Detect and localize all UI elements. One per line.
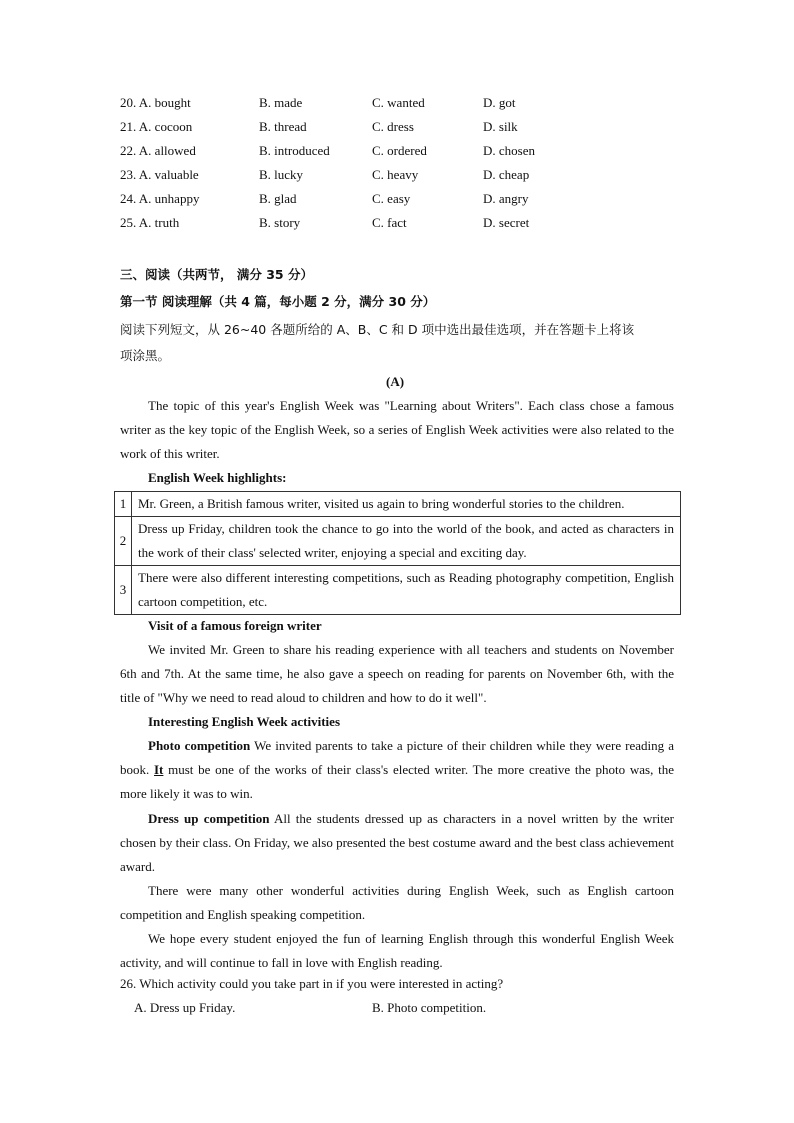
visit-heading: Visit of a famous foreign writer [148, 618, 322, 633]
row-text: There were also different interesting competitions, such as Reading photography competition, English cartoon competition, etc. [132, 566, 681, 615]
underlined-it: It [154, 762, 164, 777]
instructions-line-2: 项涂黑。 [120, 348, 171, 363]
row-text: Dress up Friday, children took the chance to go into the world of the book, and acted as characters in the work of their class' selected writer, enjoying a special and exciting day. [132, 517, 681, 566]
subsection-title: 第一节 阅读理解（共 4 篇，每小题 2 分，满分 30 分） [120, 294, 436, 309]
table-row [115, 517, 681, 566]
choice-row [120, 215, 680, 239]
other-activities-paragraph: There were many other wonderful activities during English Week, such as English cartoon competition and English speaking competition. [120, 883, 674, 922]
choice-row [120, 167, 680, 191]
photo-text-a: We invited parents to take a picture of their children while they were reading a book. [120, 738, 674, 777]
choice-row [120, 191, 680, 215]
choice-row [120, 95, 680, 119]
option-b: B. lucky [259, 167, 304, 182]
option-a: 20. A. bought [120, 95, 191, 110]
option-a: 21. A. cocoon [120, 119, 193, 134]
option-c: C. dress [372, 119, 414, 134]
dress-label: Dress up competition [148, 811, 270, 826]
section-title: 三、阅读（共两节， 满分 35 分） [120, 267, 313, 282]
option-c: C. easy [372, 191, 411, 206]
question-26: 26. Which activity could you take part in if you were interested in acting? [120, 976, 504, 991]
table-row [115, 492, 681, 517]
option-a: 22. A. allowed [120, 143, 196, 158]
activities-heading: Interesting English Week activities [148, 714, 340, 729]
table-row [115, 566, 681, 615]
hope-paragraph: We hope every student enjoyed the fun of learning English through this wonderful English Week activity, and will continue to fall in love with English reading. [120, 931, 674, 970]
choice-row [120, 143, 680, 167]
option-d: D. silk [483, 119, 518, 134]
photo-label: Photo competition [148, 738, 251, 753]
row-number: 1 [115, 492, 132, 517]
option-b: B. made [259, 95, 303, 110]
option-b: B. thread [259, 119, 307, 134]
option-d: D. got [483, 95, 516, 110]
passage-label: (A) [386, 374, 405, 389]
option-c: C. heavy [372, 167, 419, 182]
dress-text: All the students dressed up as characters in a novel written by the writer chosen by their class. On Friday, we also presented the best costume award and the best class achievement award. [120, 811, 674, 874]
option-a: 24. A. unhappy [120, 191, 200, 206]
highlights-table [114, 491, 681, 615]
row-text: Mr. Green, a British famous writer, visited us again to bring wonderful stories to the children. [132, 492, 681, 517]
intro-paragraph: The topic of this year's English Week was "Learning about Writers". Each class chose a famous writer as the key topic of the English Week, so a series of English Week activities were also related to the work of this writer. [120, 398, 674, 461]
highlights-heading: English Week highlights: [148, 470, 287, 485]
option-c: C. ordered [372, 143, 427, 158]
option-b: B. story [259, 215, 301, 230]
option-d: D. angry [483, 191, 529, 206]
option-b: B. introduced [259, 143, 330, 158]
option-c: C. fact [372, 215, 407, 230]
photo-text-b: must be one of the works of their class's elected writer. The more creative the photo was, the more likely it was to win. [120, 762, 674, 801]
option-a: 25. A. truth [120, 215, 180, 230]
q26-option-a: A. Dress up Friday. [134, 1000, 236, 1015]
q26-option-b: B. Photo competition. [372, 1000, 487, 1015]
choice-row [120, 119, 680, 143]
instructions-line-1: 阅读下列短文，从 26~40 各题所给的 A、B、C 和 D 项中选出最佳选项，并在答题卡上将该 [120, 322, 635, 337]
option-d: D. cheap [483, 167, 530, 182]
option-a: 23. A. valuable [120, 167, 199, 182]
option-c: C. wanted [372, 95, 425, 110]
dress-paragraph [120, 807, 674, 879]
option-d: D. secret [483, 215, 530, 230]
option-b: B. glad [259, 191, 297, 206]
photo-paragraph [120, 734, 674, 806]
option-d: D. chosen [483, 143, 535, 158]
visit-paragraph: We invited Mr. Green to share his reading experience with all teachers and students on November 6th and 7th. At the same time, he also gave a speech on reading for parents on November 6th, with the title of "Why we need to read aloud to children and how to do it well". [120, 642, 674, 705]
row-number: 3 [115, 566, 132, 615]
row-number: 2 [115, 517, 132, 566]
